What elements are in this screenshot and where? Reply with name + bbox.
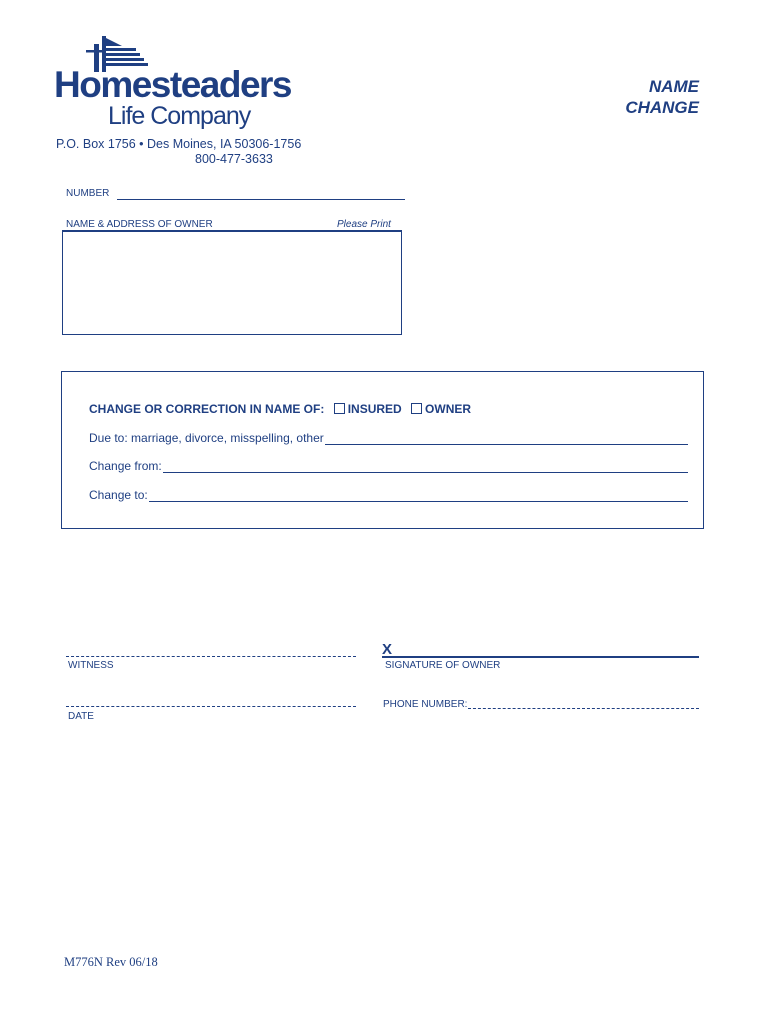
date-field[interactable] xyxy=(66,706,356,707)
phone-number-field[interactable] xyxy=(468,708,699,709)
witness-label: WITNESS xyxy=(68,660,114,671)
change-heading xyxy=(89,402,471,416)
change-from-label: Change from: xyxy=(89,459,162,473)
change-to-label: Change to: xyxy=(89,488,148,502)
due-to-row xyxy=(89,431,688,445)
change-heading-text: CHANGE OR CORRECTION IN NAME OF: xyxy=(89,402,325,416)
due-to-field[interactable] xyxy=(325,432,688,445)
owner-name-address-field[interactable] xyxy=(62,231,402,335)
date-label: DATE xyxy=(68,711,94,722)
signature-owner-label: SIGNATURE OF OWNER xyxy=(385,660,501,671)
company-name: Homesteaders xyxy=(54,64,292,105)
owner-signature-field[interactable] xyxy=(382,656,699,658)
phone-number-label: PHONE NUMBER: xyxy=(383,699,468,710)
change-to-row xyxy=(89,488,688,502)
form-title xyxy=(625,76,699,118)
change-to-field[interactable] xyxy=(149,489,688,502)
form-code: M776N Rev 06/18 xyxy=(64,955,158,969)
change-section xyxy=(61,371,704,529)
change-from-field[interactable] xyxy=(163,460,688,473)
please-print-note: Please Print xyxy=(337,219,391,230)
witness-field[interactable] xyxy=(66,656,356,657)
number-label: NUMBER xyxy=(66,188,110,199)
insured-checkbox[interactable] xyxy=(334,403,345,414)
insured-option-label: INSURED xyxy=(347,402,402,416)
company-phone: 800-477-3633 xyxy=(195,152,273,166)
owner-label: NAME & ADDRESS OF OWNER xyxy=(66,219,213,230)
number-field[interactable] xyxy=(117,199,405,200)
change-from-row xyxy=(89,459,688,473)
owner-option-label: OWNER xyxy=(425,402,472,416)
form-title-line2: CHANGE xyxy=(625,98,699,117)
due-to-label: Due to: marriage, divorce, misspelling, other xyxy=(89,431,324,445)
company-address: P.O. Box 1756 • Des Moines, IA 50306-1756 xyxy=(56,137,302,151)
company-subname: Life Company xyxy=(108,102,251,130)
signature-x-mark: X xyxy=(382,641,393,658)
owner-checkbox[interactable] xyxy=(411,403,422,414)
form-title-line1: NAME xyxy=(648,77,699,96)
